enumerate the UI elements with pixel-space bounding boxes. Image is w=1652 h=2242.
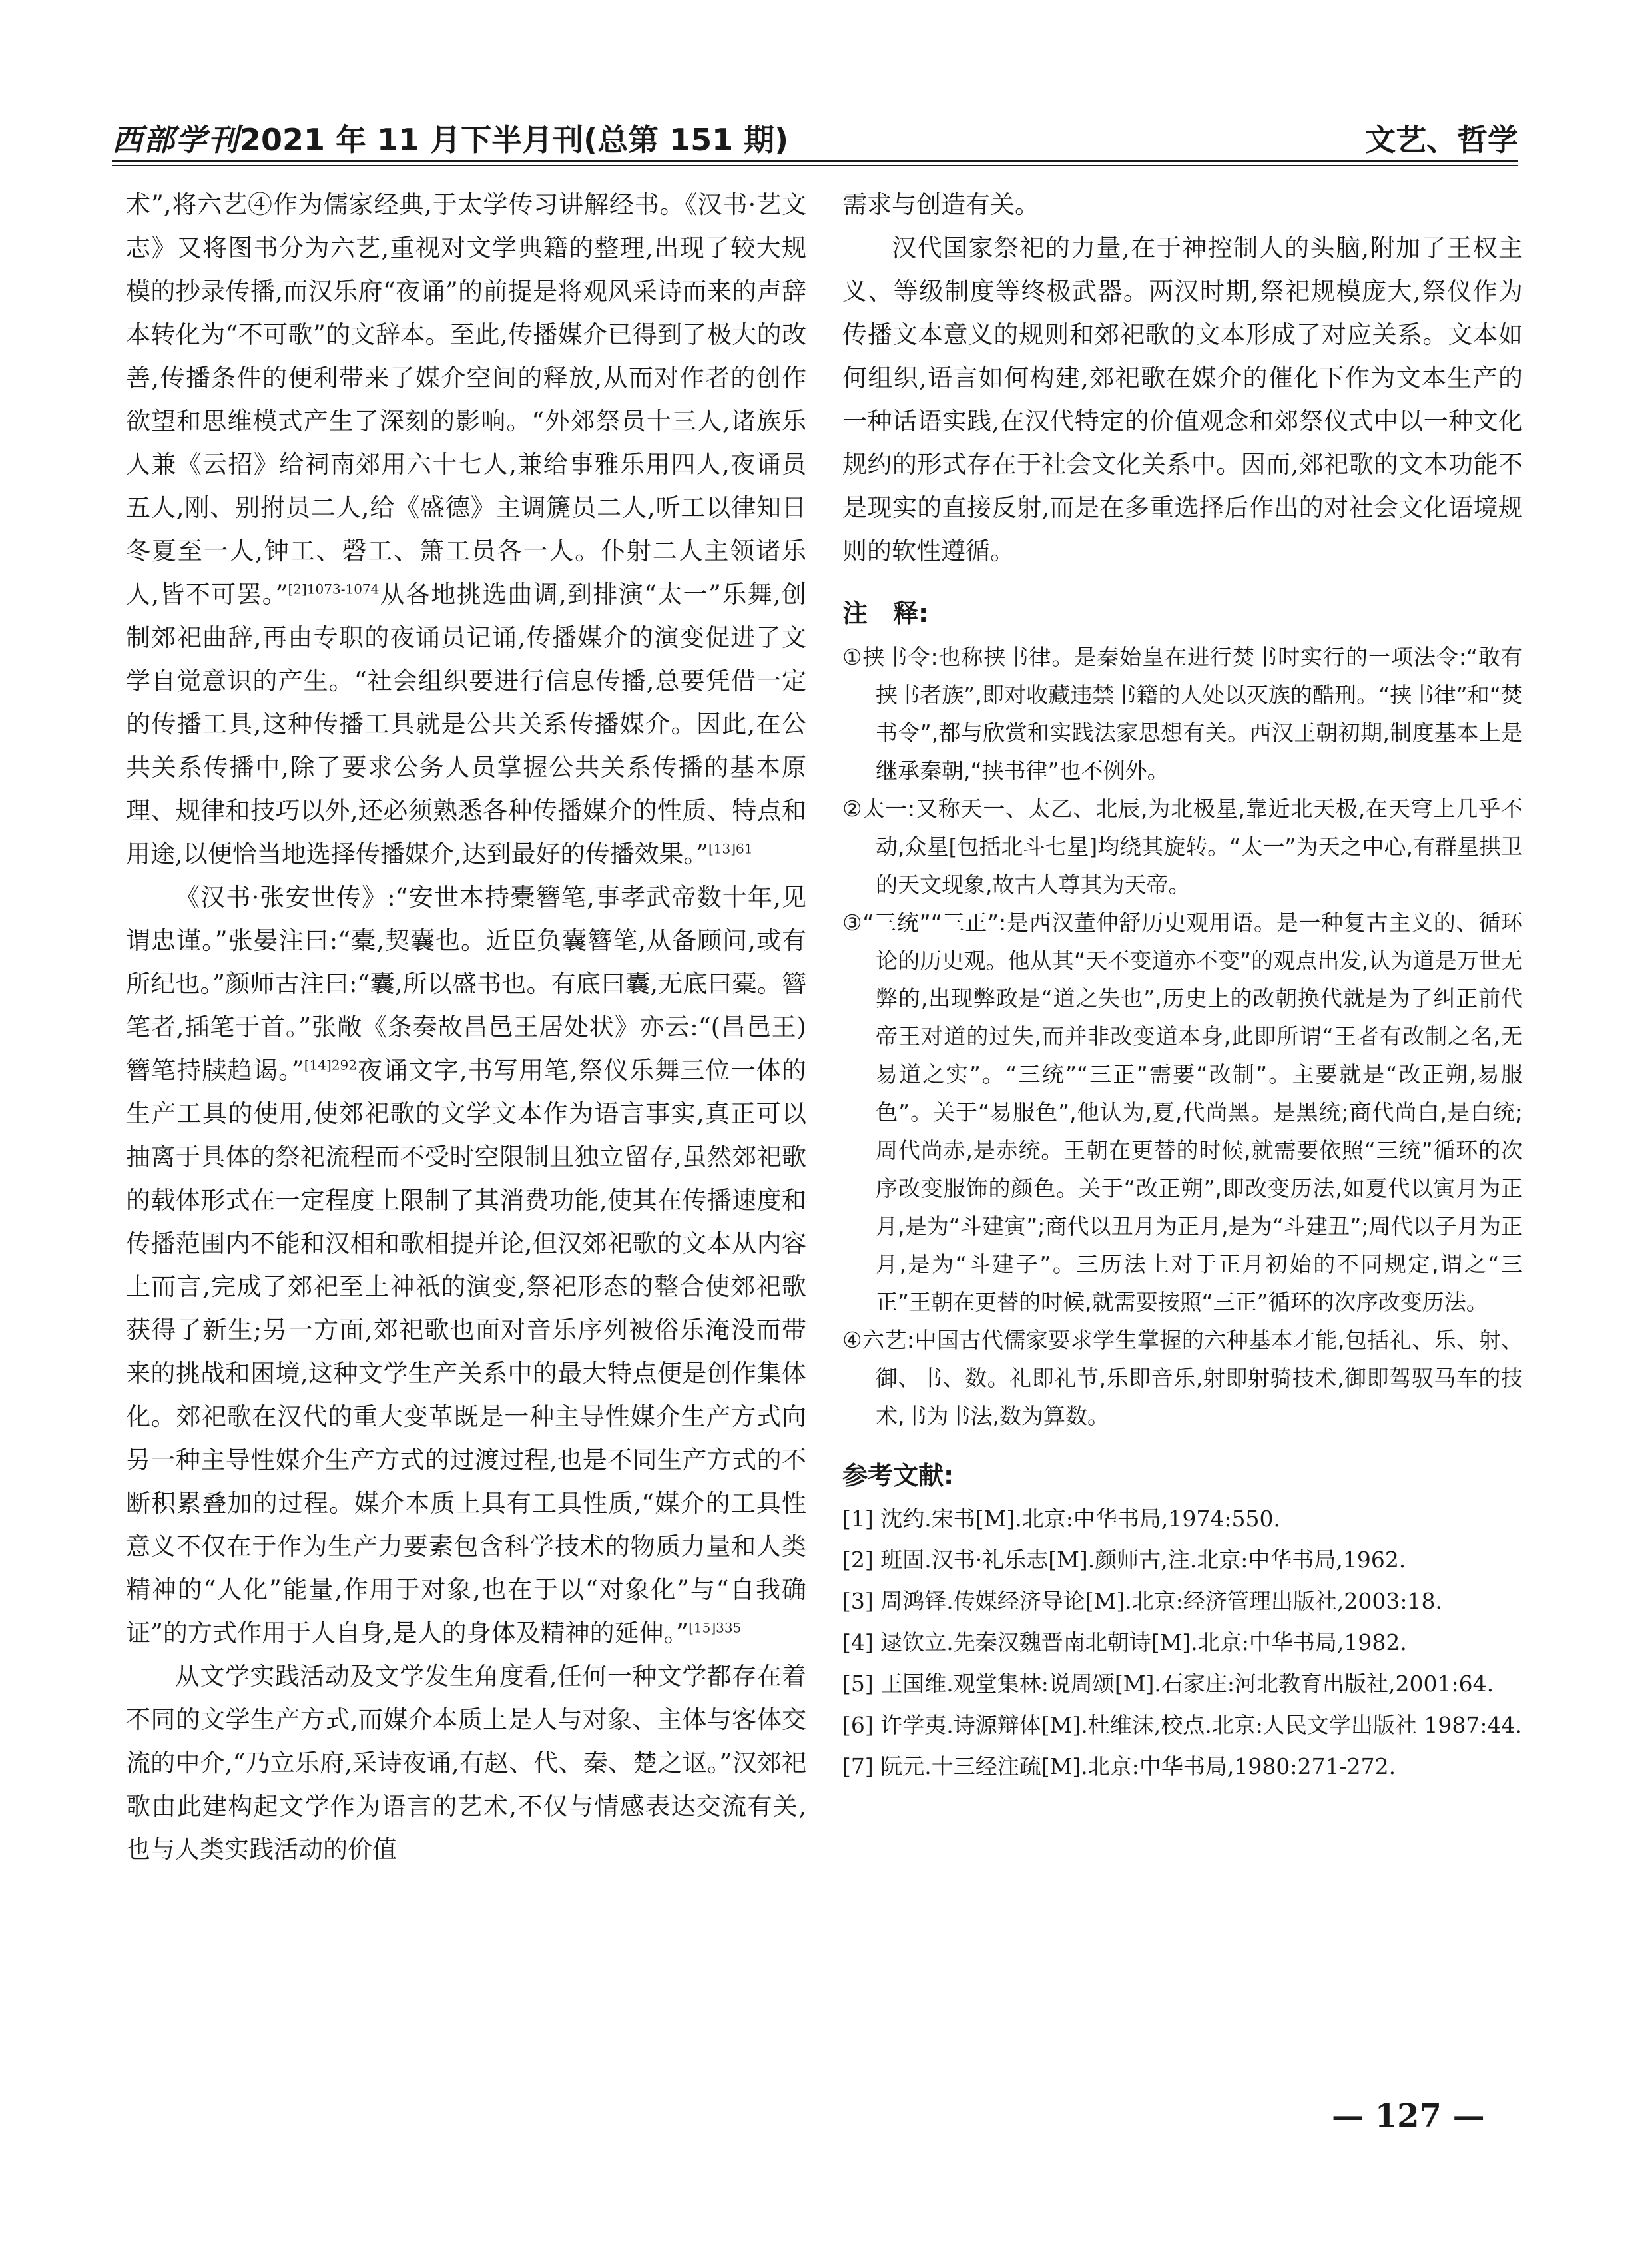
reference-item: [1] 沈约.宋书[M].北京:中华书局,1974:550. [842,1506,1280,1532]
body-paragraph: 从文学实践活动及文学发生角度看,任何一种文学都存在着不同的文学生产方式,而媒介本质上是人与对象、主体与客体交流的中介,“乃立乐府,采诗夜诵,有赵、代、秦、楚之讴。”汉郊祀歌由此建构起文学作为语言的艺术,不仅与情感表达交流有关,也与人类实践活动的价值 [126,1662,806,1864]
header-rule-thin [112,165,1518,166]
note-item: ④六艺:中国古代儒家要求学生掌握的六种基本才能,包括礼、乐、射、御、书、数。礼即礼节,乐即音乐,射即射骑技术,御即驾驭马车的技术,书为书法,数为算数。 [842,1327,1523,1429]
issue-info: 2021 年 11 月下半月刊(总第 151 期) [240,122,789,158]
reference-item: [4] 逯钦立.先秦汉魏晋南北朝诗[M].北京:中华书局,1982. [842,1629,1407,1655]
page-number: — 127 — [1332,2098,1485,2135]
note-item: ③“三统”“三正”:是西汉董仲舒历史观用语。是一种复古主义的、循环论的历史观。他从其“天不变道亦不变”的观点出发,认为道是万世无弊的,出现弊政是“道之失也”,历史上的改朝换代就是为了纠正前代帝王对道的过失,而并非改变道本身,此即所谓“王者有改制之名,无易道之实”。“三统”“三正”需要“改制”。主要就是“改正朔,易服色”。关于“易服色”,他认为,夏,代尚黑。是黑统;商代尚白,是白统;周代尚赤,是赤统。王朝在更替的时候,就需要依照“三统”循环的次序改变服饰的颜色。关于“改正朔”,即改变历法,如夏代以寅月为正月,是为“斗建寅”;商代以丑月为正月,是为“斗建丑”;周代以子月为正月,是为“斗建子”。三历法上对于正月初始的不同规定,谓之“三正”王朝在更替的时候,就需要按照“三正”循环的次序改变历法。 [842,910,1523,1315]
left-column [126,183,806,1871]
journal-logo: 西部学刊 [112,122,240,158]
reference-item: [5] 王国维.观堂集林:说周颂[M].石家庄:河北教育出版社,2001:64. [842,1671,1494,1697]
section-label: 文艺、哲学 [1365,122,1518,158]
citation: [15]335 [688,1619,742,1636]
body-paragraph: 术”,将六艺④作为儒家经典,于太学传习讲解经书。《汉书·艺文志》又将图书分为六艺,重视对文学典籍的整理,出现了较大规模的抄录传播,而汉乐府“夜诵”的前提是将观风采诗而来的声辞本转化为“不可歌”的文辞本。至此,传播媒介已得到了极大的改善,传播条件的便利带来了媒介空间的释放,从而对作者的创作欲望和思维模式产生了深刻的影响。“外郊祭员十三人,诸族乐人兼《云招》给祠南郊用六十七人,兼给事雅乐用四人,夜诵员五人,刚、别拊员二人,给《盛德》主调篪员二人,听工以律知日冬夏至一人,钟工、磬工、箫工员各一人。仆射二人主领诸乐人,皆不可罢。”$^{[2]1073-1074}$从各地挑选曲调,到排演“太一”乐舞,创制郊祀曲辞,再由专职的夜诵员记诵,传播媒介的演变促进了文学自觉意识的产生。“社会组织要进行信息传播,总要凭借一定的传播工具,这种传播工具就是公共关系传播媒介。因此,在公共关系传播中,除了要求公务人员掌握公共关系传播的基本原理、规律和技巧以外,还必须熟悉各种传播媒介的性质、特点和用途,以便恰当地选择传播媒介,达到最好的传播效果。”$^{[13]61}$ [126,190,806,868]
note-item: ①挟书令:也称挟书律。是秦始皇在进行焚书时实行的一项法令:“敢有挟书者族”,即对收藏违禁书籍的人处以灭族的酷刑。“挟书律”和“焚书令”,都与欣赏和实践法家思想有关。西汉王朝初期,制度基本上是继承秦朝,“挟书律”也不例外。 [842,644,1523,784]
reference-item: [3] 周鸿铎.传媒经济导论[M].北京:经济管理出版社,2003:18. [842,1588,1442,1614]
right-column [842,183,1523,1789]
body-paragraph: 需求与创造有关。 [842,190,1039,219]
journal-masthead [112,116,788,160]
page-header [112,113,1518,160]
citation: [13]61 [708,840,753,857]
notes-heading: 注 释: [842,599,929,628]
citation: [14]292 [304,1057,357,1073]
reference-item: [2] 班固.汉书·礼乐志[M].颜师古,注.北京:中华书局,1962. [842,1547,1406,1573]
body-paragraph: 汉代国家祭祀的力量,在于神控制人的头脑,附加了王权主义、等级制度等终极武器。两汉时期,祭祀规模庞大,祭仪作为传播文本意义的规则和郊祀歌的文本形成了对应关系。文本如何组织,语言如何构建,郊祀歌在媒介的催化下作为文本生产的一种话语实践,在汉代特定的价值观念和郊祭仪式中以一种文化规约的形式存在于社会文化关系中。因而,郊祀歌的文本功能不是现实的直接反射,而是在多重选择后作出的对社会文化语境规则的软性遵循。 [842,234,1523,565]
note-item: ②太一:又称天一、太乙、北辰,为北极星,靠近北天极,在天穹上几乎不动,众星[包括北斗七星]均绕其旋转。“太一”为天之中心,有群星拱卫的天文现象,故古人尊其为天帝。 [842,796,1523,898]
reference-item: [6] 许学夷.诗源辩体[M].杜维沫,校点.北京:人民文学出版社 1987:44. [842,1712,1522,1738]
body-paragraph: 《汉书·张安世传》:“安世本持橐簪笔,事孝武帝数十年,见谓忠谨。”张晏注曰:“橐,契囊也。近臣负囊簪笔,从备顾问,或有所纪也。”颜师古注曰:“囊,所以盛书也。有底曰囊,无底曰橐。簪笔者,插笔于首。”张敞《条奏故昌邑王居处状》亦云:“(昌邑王)簪笔持牍趋谒。”$^{[14]292}$夜诵文字,书写用笔,祭仪乐舞三位一体的生产工具的使用,使郊祀歌的文学文本作为语言事实,真正可以抽离于具体的祭祀流程而不受时空限制且独立留存,虽然郊祀歌的载体形式在一定程度上限制了其消费功能,使其在传播速度和传播范围内不能和汉相和歌相提并论,但汉郊祀歌的文本从内容上而言,完成了郊祀至上神祇的演变,祭祀形态的整合使郊祀歌获得了新生;另一方面,郊祀歌也面对音乐序列被俗乐淹没而带来的挑战和困境,这种文学生产关系中的最大特点便是创作集体化。郊祀歌在汉代的重大变革既是一种主导性媒介生产方式向另一种主导性媒介生产方式的过渡过程,也是不同生产方式的不断积累叠加的过程。媒介本质上具有工具性质,“媒介的工具性意义不仅在于作为生产力要素包含科学技术的物质力量和人类精神的“人化”能量,作用于对象,也在于以“对象化”与“自我确证”的方式作用于人自身,是人的身体及精神的延伸。”$^{[15]335}$ [126,883,806,1647]
references-heading: 参考文献: [842,1461,954,1490]
header-rule [112,160,1518,162]
reference-item: [7] 阮元.十三经注疏[M].北京:中华书局,1980:271-272. [842,1753,1396,1779]
citation: [2]1073-1074 [288,581,380,597]
